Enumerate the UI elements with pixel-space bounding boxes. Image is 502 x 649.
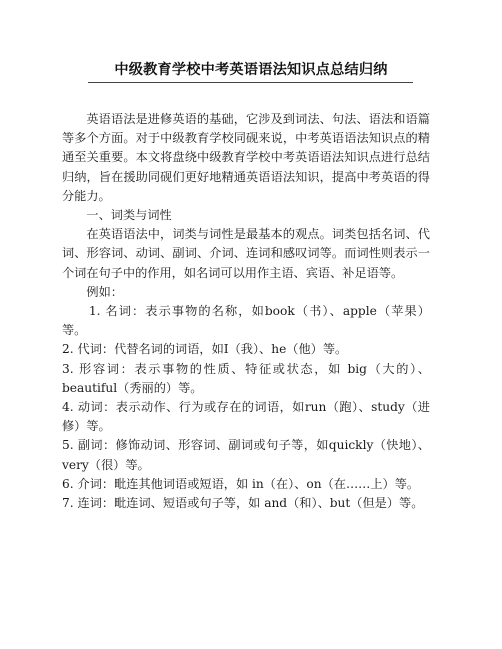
title-underline: [88, 82, 413, 83]
list-item-preposition: 6. 介词：毗连其他词语或短语，如 in（在）、on（在……上）等。: [62, 476, 420, 491]
example-label: 例如：: [86, 284, 123, 299]
document-body: [62, 110, 430, 513]
document-title: 中级教育学校中考英语语法知识点总结归纳: [114, 62, 388, 78]
list-item-noun: 1. 名词：表示事物的名称，如book（书）、apple（苹果）等。: [62, 304, 430, 338]
section-paragraph-word-classes: 在英语语法中，词类与词性是最基本的观点。词类包括名词、代词、形容词、动词、副词、介词、连词和感叹词等。而词性则表示一个词在句子中的作用，如名词可以用作主语、宾语、补足语等。: [62, 227, 430, 280]
list-item-adjective: 3. 形容词：表示事物的性质、特征或状态，如 big（大的）、beautiful（秀丽的）等。: [62, 361, 430, 395]
section-heading-word-classes: 一、词类与词性: [86, 208, 172, 223]
list-item-conjunction: 7. 连词：毗连词、短语或句子等，如 and（和）、but（但是）等。: [62, 496, 424, 511]
list-item-pronoun: 2. 代词：代替名词的词语，如I（我）、he（他）等。: [62, 342, 348, 357]
list-item-adverb: 5. 副词：修饰动词、形容词、副词或句子等，如quickly（快地）、very（很）等。: [62, 438, 430, 472]
list-item-verb: 4. 动词：表示动作、行为或存在的词语，如run（跑）、study（进修）等。: [62, 400, 430, 434]
intro-paragraph: 英语语法是进修英语的基础，它涉及到词法、句法、语法和语篇等多个方面。对于中级教育学校同砚来说，中考英语语法知识点的精通至关重要。本文将盘绕中级教育学校中考英语语法知识点进行总结归纳，旨在援助同砚们更好地精通英语语法知识，提高中考英语的得分能力。: [62, 112, 430, 203]
